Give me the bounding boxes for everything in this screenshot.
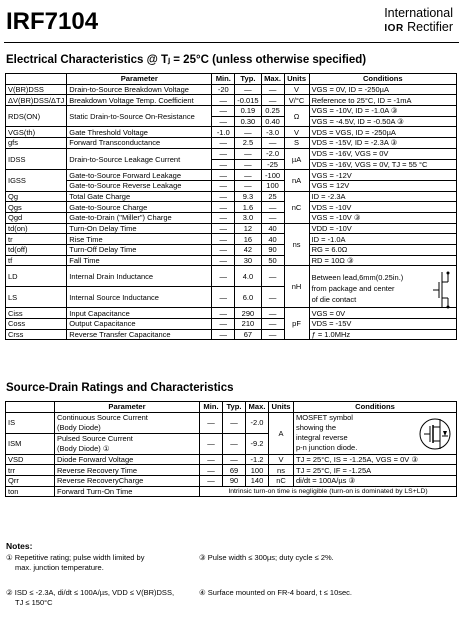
param-max: -1.2 bbox=[246, 454, 269, 465]
cond-line: of die contact bbox=[311, 294, 357, 304]
param-unit: V bbox=[269, 454, 294, 465]
section-title-electrical: Electrical Characteristics @ Tⱼ = 25°C (unless otherwise specified) bbox=[6, 54, 367, 66]
param-name: Drain-to-Source Leakage Current bbox=[67, 148, 212, 169]
table-row bbox=[6, 245, 457, 256]
col-parameter: Parameter bbox=[67, 74, 212, 85]
param-min: — bbox=[200, 412, 223, 433]
param-min: -1.0 bbox=[212, 127, 235, 138]
param-typ: 30 bbox=[235, 255, 261, 266]
param-typ: 6.0 bbox=[235, 287, 261, 308]
param-conditions: VDS = -10V bbox=[309, 202, 456, 213]
table-row bbox=[6, 202, 457, 213]
param-typ: 42 bbox=[235, 245, 261, 256]
table-row bbox=[6, 180, 457, 191]
table-row bbox=[6, 84, 457, 95]
col-min: Min. bbox=[200, 402, 223, 413]
param-conditions: TJ = 25°C, IS = -1.25A, VGS = 0V ③ bbox=[294, 454, 457, 465]
param-conditions: ID = -1.0A bbox=[309, 234, 456, 245]
cond-line: from package and center bbox=[311, 283, 395, 293]
param-min: — bbox=[212, 202, 235, 213]
param-name: Diode Forward Voltage bbox=[55, 454, 200, 465]
param-name: Turn-Off Delay Time bbox=[67, 245, 212, 256]
param-typ: — bbox=[235, 127, 261, 138]
param-min: — bbox=[200, 465, 223, 476]
param-conditions: Intrinsic turn-on time is negligible (turn-on is dominated by LS+LD) bbox=[200, 486, 457, 497]
param-name: Input Capacitance bbox=[67, 308, 212, 319]
param-symbol: IDSS bbox=[6, 148, 67, 169]
param-symbol: IS bbox=[6, 412, 55, 433]
param-name-line2: (Body Diode) ① bbox=[57, 443, 110, 453]
source-drain-table bbox=[5, 401, 457, 497]
param-unit: V bbox=[284, 84, 309, 95]
table-row bbox=[6, 191, 457, 202]
mosfet-diode-symbol-icon bbox=[418, 416, 452, 452]
header-rule bbox=[4, 42, 459, 43]
table-row bbox=[6, 266, 457, 287]
param-typ: 90 bbox=[223, 476, 246, 487]
param-unit: A bbox=[269, 412, 294, 454]
param-name: Gate-to-Source Reverse Leakage bbox=[67, 180, 212, 191]
col-typ: Typ. bbox=[235, 74, 261, 85]
table-row bbox=[6, 106, 457, 117]
table-header-row bbox=[6, 402, 457, 413]
cond-line: MOSFET symbol bbox=[296, 413, 353, 423]
param-name: Fall Time bbox=[67, 255, 212, 266]
col-units: Units bbox=[284, 74, 309, 85]
param-conditions: RD = 10Ω ③ bbox=[309, 255, 456, 266]
param-max: 0.40 bbox=[261, 116, 284, 127]
param-unit: nC bbox=[269, 476, 294, 487]
param-symbol: VGS(th) bbox=[6, 127, 67, 138]
param-symbol: Qg bbox=[6, 191, 67, 202]
param-min: — bbox=[212, 245, 235, 256]
brand-line2: Rectifier bbox=[407, 20, 453, 34]
param-typ: 210 bbox=[235, 319, 261, 330]
param-typ: — bbox=[223, 412, 246, 433]
param-name: Forward Turn-On Time bbox=[55, 486, 200, 497]
param-unit: nA bbox=[284, 170, 309, 191]
table-row bbox=[6, 148, 457, 159]
param-max: — bbox=[261, 84, 284, 95]
param-max: 100 bbox=[246, 465, 269, 476]
inductance-conditions bbox=[309, 266, 456, 308]
param-conditions: VGS = 0V bbox=[309, 308, 456, 319]
note-4: ④ Surface mounted on FR-4 board, t ≤ 10sec. bbox=[199, 588, 352, 597]
param-max: — bbox=[261, 287, 284, 308]
table-row bbox=[6, 476, 457, 487]
param-typ: — bbox=[223, 454, 246, 465]
param-symbol: tf bbox=[6, 255, 67, 266]
param-conditions: ID = -2.3A bbox=[309, 191, 456, 202]
col-typ: Typ. bbox=[223, 402, 246, 413]
col-max: Max. bbox=[261, 74, 284, 85]
param-min: — bbox=[200, 476, 223, 487]
param-typ: 3.0 bbox=[235, 212, 261, 223]
param-symbol: RDS(ON) bbox=[6, 106, 67, 127]
table-row bbox=[6, 486, 457, 497]
param-conditions: VDS = -15V, ID = -2.3A ③ bbox=[309, 138, 456, 149]
param-min: — bbox=[212, 116, 235, 127]
param-typ: — bbox=[235, 148, 261, 159]
param-symbol: Crss bbox=[6, 329, 67, 340]
param-symbol: Ciss bbox=[6, 308, 67, 319]
param-max: 50 bbox=[261, 255, 284, 266]
param-name: Forward Transconductance bbox=[67, 138, 212, 149]
param-min: — bbox=[200, 433, 223, 454]
param-max: — bbox=[261, 95, 284, 106]
param-conditions: TJ = 25°C, IF = -1.25A bbox=[294, 465, 457, 476]
param-min: — bbox=[212, 319, 235, 330]
param-name: Rise Time bbox=[67, 234, 212, 245]
param-min: — bbox=[212, 138, 235, 149]
param-max: 90 bbox=[261, 245, 284, 256]
table-row bbox=[6, 138, 457, 149]
param-typ: 290 bbox=[235, 308, 261, 319]
param-name: Reverse Recovery Time bbox=[55, 465, 200, 476]
param-symbol: Qrr bbox=[6, 476, 55, 487]
param-min: — bbox=[212, 234, 235, 245]
param-unit: ns bbox=[284, 223, 309, 266]
param-min: — bbox=[212, 95, 235, 106]
param-max: -9.2 bbox=[246, 433, 269, 454]
param-unit: nH bbox=[284, 266, 309, 308]
param-conditions: VDS = VGS, ID = -250µA bbox=[309, 127, 456, 138]
param-max: 40 bbox=[261, 223, 284, 234]
param-typ: — bbox=[223, 433, 246, 454]
param-typ: 69 bbox=[223, 465, 246, 476]
param-conditions: VGS = -12V bbox=[309, 170, 456, 181]
param-typ: — bbox=[235, 84, 261, 95]
param-name: Static Drain-to-Source On-Resistance bbox=[67, 106, 212, 127]
param-unit: pF bbox=[284, 308, 309, 340]
brand-line1: International bbox=[384, 6, 453, 20]
section-title-source-drain: Source-Drain Ratings and Characteristics bbox=[6, 382, 234, 394]
table-row bbox=[6, 255, 457, 266]
param-name: Output Capacitance bbox=[67, 319, 212, 330]
table-row bbox=[6, 412, 457, 433]
param-typ: 12 bbox=[235, 223, 261, 234]
param-typ: 0.19 bbox=[235, 106, 261, 117]
param-max: 25 bbox=[261, 191, 284, 202]
table-row bbox=[6, 127, 457, 138]
param-max: — bbox=[261, 266, 284, 287]
note-3: ③ Pulse width ≤ 300µs; duty cycle ≤ 2%. bbox=[199, 553, 334, 562]
col-units: Units bbox=[269, 402, 294, 413]
param-max: -3.0 bbox=[261, 127, 284, 138]
param-name: Turn-On Delay Time bbox=[67, 223, 212, 234]
param-conditions: VDS = -15V bbox=[309, 319, 456, 330]
param-name: Gate-to-Source Forward Leakage bbox=[67, 170, 212, 181]
param-max: — bbox=[261, 202, 284, 213]
param-max: — bbox=[261, 308, 284, 319]
param-conditions: VDS = -16V, VGS = 0V bbox=[309, 148, 456, 159]
param-min: — bbox=[212, 212, 235, 223]
param-typ: 2.5 bbox=[235, 138, 261, 149]
param-name: Drain-to-Source Breakdown Voltage bbox=[67, 84, 212, 95]
ior-logo: IOR bbox=[384, 23, 404, 34]
table-row bbox=[6, 454, 457, 465]
param-name: Internal Drain Inductance bbox=[67, 266, 212, 287]
param-unit: nC bbox=[284, 191, 309, 223]
param-name-line1: Pulsed Source Current bbox=[57, 433, 133, 443]
param-symbol: VSD bbox=[6, 454, 55, 465]
param-conditions: VGS = -4.5V, ID = -0.50A ③ bbox=[309, 116, 456, 127]
cond-line: Between lead,6mm(0.25in.) bbox=[311, 272, 404, 282]
param-min: — bbox=[212, 266, 235, 287]
param-typ: 4.0 bbox=[235, 266, 261, 287]
param-symbol: td(off) bbox=[6, 245, 67, 256]
table-row bbox=[6, 234, 457, 245]
table-row bbox=[6, 95, 457, 106]
param-typ: 0.30 bbox=[235, 116, 261, 127]
param-name bbox=[55, 412, 200, 433]
param-min: — bbox=[212, 255, 235, 266]
param-typ: 9.3 bbox=[235, 191, 261, 202]
param-symbol: Qgs bbox=[6, 202, 67, 213]
param-symbol: LS bbox=[6, 287, 67, 308]
param-unit: Ω bbox=[284, 106, 309, 127]
param-name: Breakdown Voltage Temp. Coefficient bbox=[67, 95, 212, 106]
param-typ: — bbox=[235, 159, 261, 170]
col-conditions: Conditions bbox=[309, 74, 456, 85]
param-symbol: trr bbox=[6, 465, 55, 476]
param-unit: S bbox=[284, 138, 309, 149]
param-typ: 16 bbox=[235, 234, 261, 245]
cond-line: p-n junction diode. bbox=[296, 443, 358, 453]
mosfet-symbol-icon bbox=[430, 270, 452, 310]
param-conditions: VGS = -10V, ID = -1.0A ③ bbox=[309, 106, 456, 117]
param-conditions: VGS = 12V bbox=[309, 180, 456, 191]
param-min: -20 bbox=[212, 84, 235, 95]
col-parameter: Parameter bbox=[55, 402, 200, 413]
param-symbol: td(on) bbox=[6, 223, 67, 234]
table-row bbox=[6, 308, 457, 319]
table-row bbox=[6, 319, 457, 330]
param-max: -2.0 bbox=[246, 412, 269, 433]
param-symbol: IGSS bbox=[6, 170, 67, 191]
part-number: IRF7104 bbox=[6, 8, 99, 35]
param-name: Gate Threshold Voltage bbox=[67, 127, 212, 138]
param-typ: — bbox=[235, 170, 261, 181]
brand-logo bbox=[384, 6, 453, 36]
param-conditions: di/dt = 100A/µs ③ bbox=[294, 476, 457, 487]
electrical-characteristics-table bbox=[5, 73, 457, 340]
param-conditions: VDD = -10V bbox=[309, 223, 456, 234]
param-conditions: ƒ = 1.0MHz bbox=[309, 329, 456, 340]
param-min: — bbox=[212, 106, 235, 117]
param-max: 100 bbox=[261, 180, 284, 191]
note-2: ② ISD ≤ -2.3A, di/dt ≤ 100A/µs, VDD ≤ V(BR)DSS, TJ ≤ 150°C bbox=[6, 588, 175, 607]
param-typ: — bbox=[235, 180, 261, 191]
param-unit: ns bbox=[269, 465, 294, 476]
diode-conditions bbox=[294, 412, 457, 454]
table-row bbox=[6, 170, 457, 181]
param-max: 40 bbox=[261, 234, 284, 245]
table-row bbox=[6, 329, 457, 340]
param-max: — bbox=[261, 138, 284, 149]
param-max: 140 bbox=[246, 476, 269, 487]
param-min: — bbox=[212, 170, 235, 181]
param-name: Gate-to-Source Charge bbox=[67, 202, 212, 213]
table-row bbox=[6, 223, 457, 234]
param-typ: 67 bbox=[235, 329, 261, 340]
param-min: — bbox=[212, 180, 235, 191]
table-row bbox=[6, 465, 457, 476]
param-name: Internal Source Inductance bbox=[67, 287, 212, 308]
param-max: 0.25 bbox=[261, 106, 284, 117]
param-symbol: ΔV(BR)DSS/ΔTJ bbox=[6, 95, 67, 106]
param-min: — bbox=[212, 148, 235, 159]
notes-title: Notes: bbox=[6, 541, 33, 551]
param-min: — bbox=[212, 191, 235, 202]
param-max: — bbox=[261, 319, 284, 330]
param-name: Reverse Transfer Capacitance bbox=[67, 329, 212, 340]
param-min: — bbox=[212, 159, 235, 170]
param-min: — bbox=[212, 329, 235, 340]
param-max: -100 bbox=[261, 170, 284, 181]
col-max: Max. bbox=[246, 402, 269, 413]
cond-line: integral reverse bbox=[296, 433, 348, 443]
param-name: Reverse RecoveryCharge bbox=[55, 476, 200, 487]
param-unit: V/°C bbox=[284, 95, 309, 106]
param-symbol: gfs bbox=[6, 138, 67, 149]
param-symbol: tr bbox=[6, 234, 67, 245]
param-symbol: ISM bbox=[6, 433, 55, 454]
param-unit: µA bbox=[284, 148, 309, 169]
param-min: — bbox=[200, 454, 223, 465]
param-unit: V bbox=[284, 127, 309, 138]
col-min: Min. bbox=[212, 74, 235, 85]
param-max: -2.0 bbox=[261, 148, 284, 159]
param-symbol: V(BR)DSS bbox=[6, 84, 67, 95]
table-header-row bbox=[6, 74, 457, 85]
param-name: Gate-to-Drain ("Miller") Charge bbox=[67, 212, 212, 223]
col-conditions: Conditions bbox=[294, 402, 457, 413]
param-name-line2: (Body Diode) bbox=[57, 422, 101, 432]
param-typ: 1.6 bbox=[235, 202, 261, 213]
param-conditions: Reference to 25°C, ID = -1mA bbox=[309, 95, 456, 106]
param-name bbox=[55, 433, 200, 454]
param-max: -25 bbox=[261, 159, 284, 170]
param-max: — bbox=[261, 212, 284, 223]
param-conditions: RG = 6.0Ω bbox=[309, 245, 456, 256]
cond-line: showing the bbox=[296, 423, 337, 433]
param-min: — bbox=[212, 287, 235, 308]
table-row bbox=[6, 212, 457, 223]
param-name: Total Gate Charge bbox=[67, 191, 212, 202]
param-name-line1: Continuous Source Current bbox=[57, 412, 148, 422]
param-symbol: Coss bbox=[6, 319, 67, 330]
param-conditions: VGS = -10V ③ bbox=[309, 212, 456, 223]
param-min: — bbox=[212, 223, 235, 234]
param-symbol: ton bbox=[6, 486, 55, 497]
param-typ: -0.015 bbox=[235, 95, 261, 106]
param-conditions: VGS = 0V, ID = -250µA bbox=[309, 84, 456, 95]
param-symbol: LD bbox=[6, 266, 67, 287]
param-symbol: Qgd bbox=[6, 212, 67, 223]
param-min: — bbox=[212, 308, 235, 319]
note-1: ① Repetitive rating; pulse width limited by max. junction temperature. bbox=[6, 553, 145, 572]
param-conditions: VDS = -16V, VGS = 0V, TJ = 55 °C bbox=[309, 159, 456, 170]
param-max: — bbox=[261, 329, 284, 340]
